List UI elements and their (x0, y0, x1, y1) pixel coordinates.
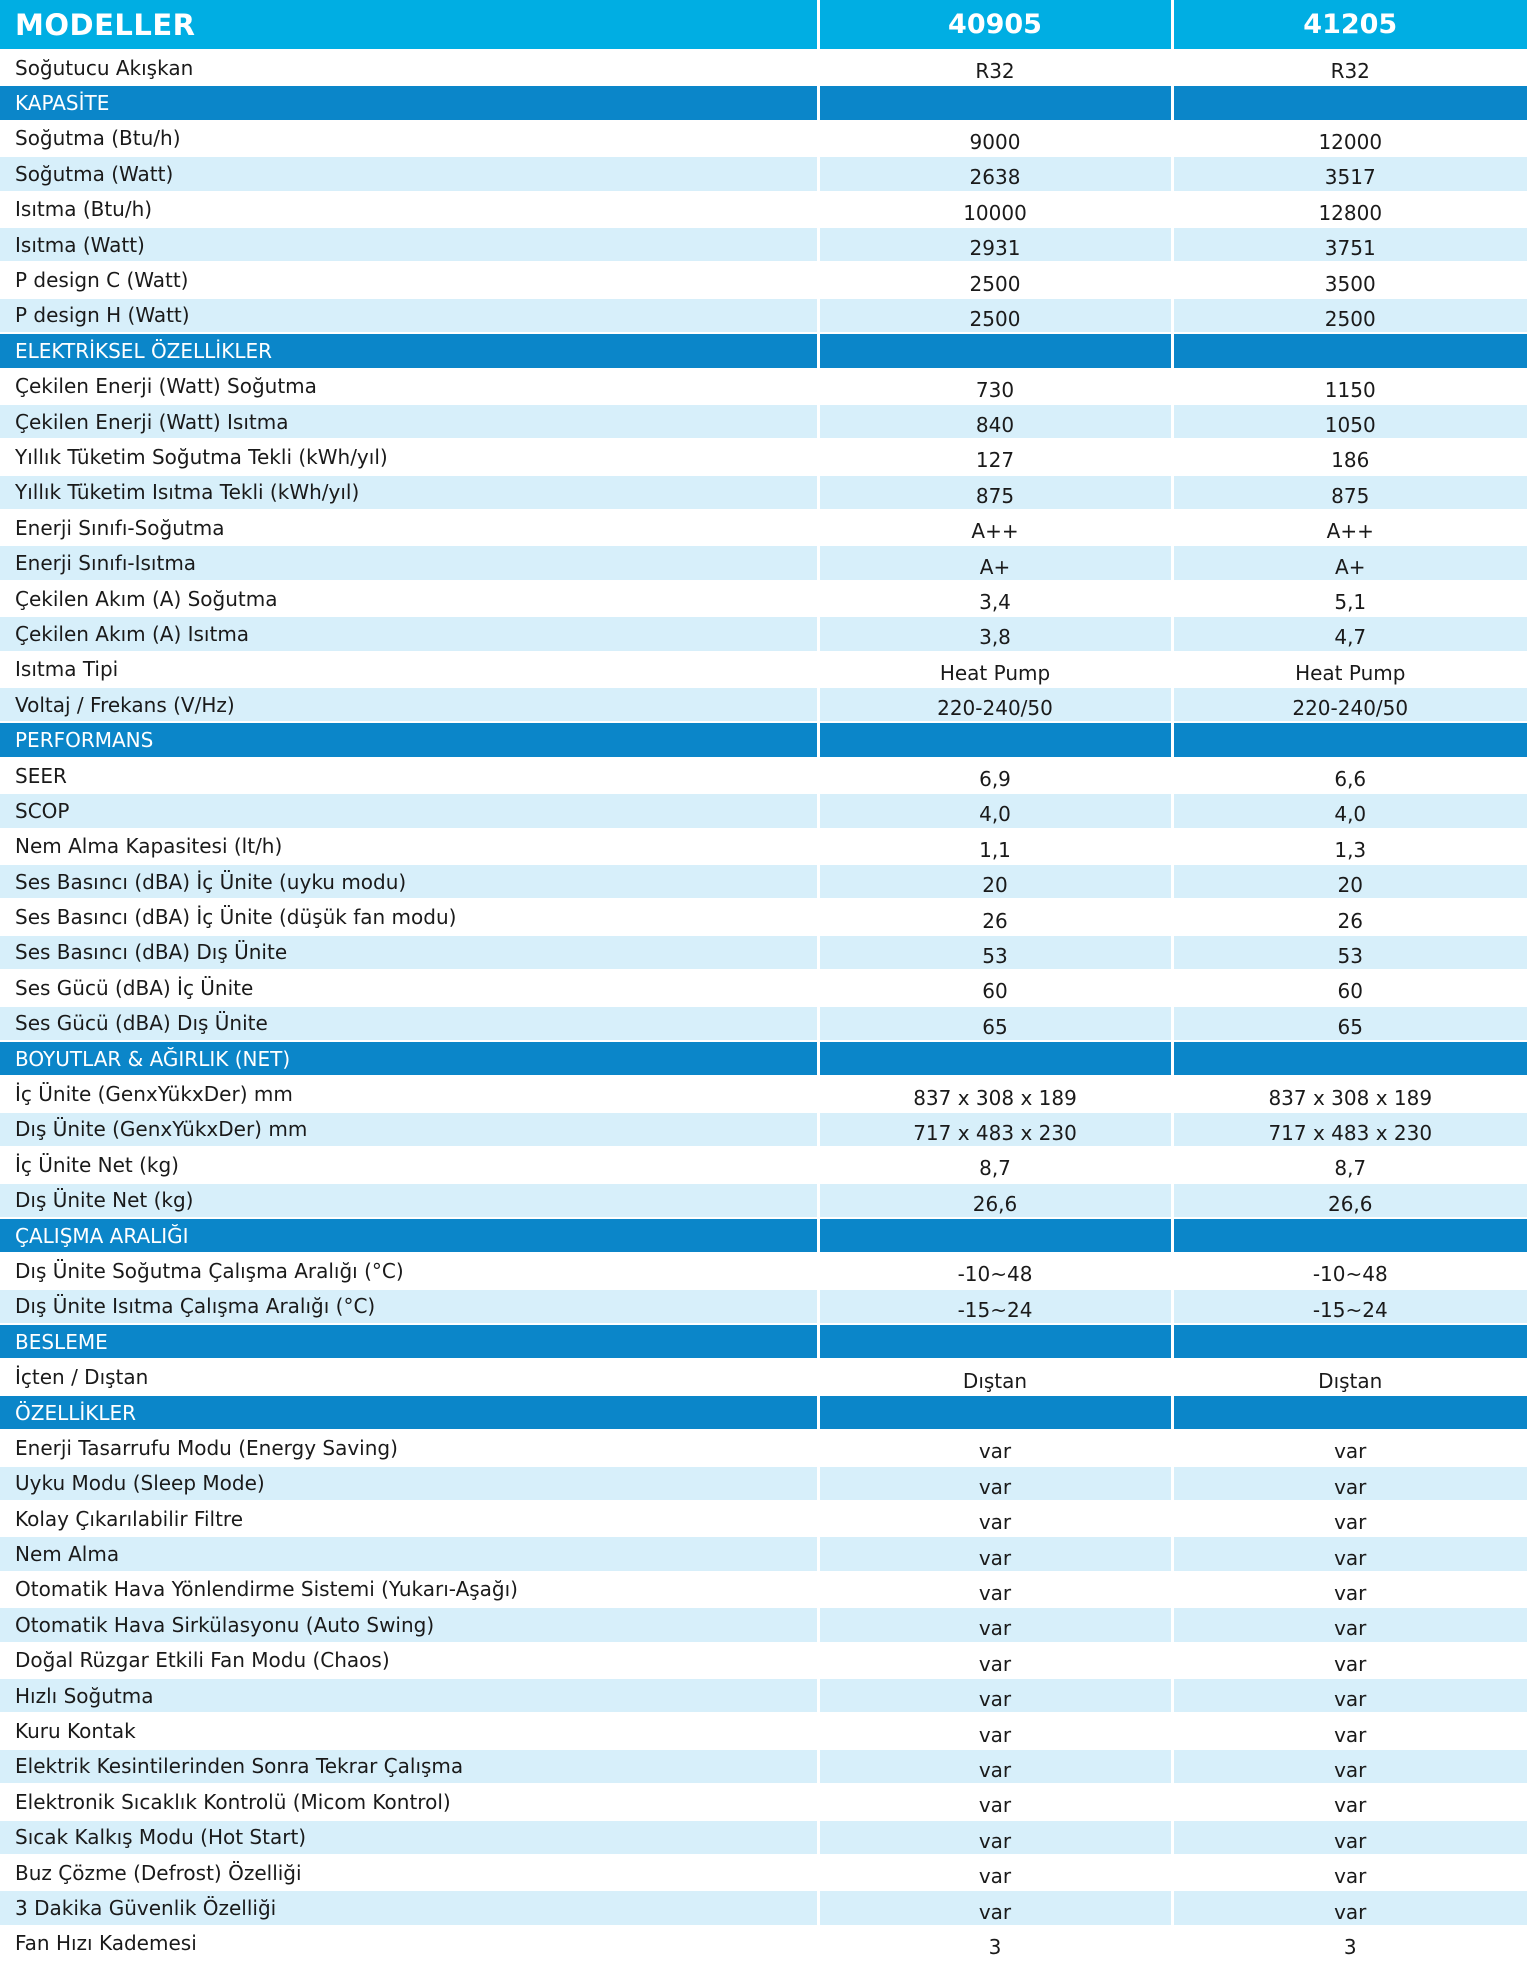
spec-label: Çekilen Akım (A) Isıtma (0, 616, 818, 651)
spec-value-model-2: Dıştan (1172, 1359, 1527, 1394)
spec-value-model-2: 186 (1172, 439, 1527, 474)
spec-label: İç Ünite Net (kg) (0, 1147, 818, 1182)
section-filler-cell (1172, 333, 1527, 368)
spec-value-model-2: 65 (1172, 1006, 1527, 1041)
section-filler-cell (1172, 1324, 1527, 1359)
spec-value-model-1: var (818, 1430, 1172, 1465)
section-filler-cell (1172, 85, 1527, 120)
spec-label: Otomatik Hava Yönlendirme Sistemi (Yukarı-Aşağı) (0, 1572, 818, 1607)
spec-value-model-2: var (1172, 1855, 1527, 1890)
spec-value-model-1: 65 (818, 1006, 1172, 1041)
section-title: ELEKTRİKSEL ÖZELLİKLER (0, 333, 818, 368)
spec-value-model-2: 875 (1172, 475, 1527, 510)
table-header-row (0, 0, 1527, 50)
spec-value-model-2: var (1172, 1430, 1527, 1465)
section-filler-cell (818, 722, 1172, 757)
spec-value-model-2: 3751 (1172, 227, 1527, 262)
spec-value-model-1: var (818, 1678, 1172, 1713)
spec-label: Ses Gücü (dBA) Dış Ünite (0, 1006, 818, 1041)
table-row (0, 1926, 1527, 1961)
table-row (0, 510, 1527, 545)
section-title: ÖZELLİKLER (0, 1395, 818, 1430)
section-title: ÇALIŞMA ARALIĞI (0, 1218, 818, 1253)
section-filler-cell (1172, 1218, 1527, 1253)
spec-label: Dış Ünite (GenxYükxDer) mm (0, 1112, 818, 1147)
spec-value-model-2: 1,3 (1172, 829, 1527, 864)
spec-value-model-2: R32 (1172, 50, 1527, 85)
table-row (0, 1855, 1527, 1890)
table-row (0, 404, 1527, 439)
spec-label: SEER (0, 758, 818, 793)
spec-value-model-1: 127 (818, 439, 1172, 474)
section-title: BOYUTLAR & AĞIRLIK (NET) (0, 1041, 818, 1076)
spec-label: Çekilen Akım (A) Soğutma (0, 581, 818, 616)
spec-value-model-1: var (818, 1784, 1172, 1819)
table-row (0, 1430, 1527, 1465)
spec-value-model-2: 53 (1172, 935, 1527, 970)
spec-label: Nem Alma Kapasitesi (lt/h) (0, 829, 818, 864)
spec-value-model-2: var (1172, 1713, 1527, 1748)
spec-value-model-2: 4,0 (1172, 793, 1527, 828)
spec-label: Dış Ünite Soğutma Çalışma Aralığı (°C) (0, 1253, 818, 1288)
spec-label: Elektronik Sıcaklık Kontrolü (Micom Kontrol) (0, 1784, 818, 1819)
table-row (0, 1607, 1527, 1642)
table-row (0, 1289, 1527, 1324)
spec-value-model-1: A++ (818, 510, 1172, 545)
spec-value-model-1: var (818, 1713, 1172, 1748)
model-header-2: 41205 (1172, 0, 1527, 50)
spec-value-model-1: -15~24 (818, 1289, 1172, 1324)
spec-label: Isıtma Tipi (0, 652, 818, 687)
spec-value-model-1: var (818, 1536, 1172, 1571)
spec-value-model-2: var (1172, 1784, 1527, 1819)
spec-value-model-2: A+ (1172, 545, 1527, 580)
spec-value-model-1: 6,9 (818, 758, 1172, 793)
spec-label: 3 Dakika Güvenlik Özelliği (0, 1890, 818, 1925)
spec-label: Enerji Tasarrufu Modu (Energy Saving) (0, 1430, 818, 1465)
spec-label: Soğutucu Akışkan (0, 50, 818, 85)
spec-value-model-2: var (1172, 1572, 1527, 1607)
spec-value-model-1: 837 x 308 x 189 (818, 1076, 1172, 1111)
spec-value-model-2: var (1172, 1749, 1527, 1784)
spec-value-model-1: 8,7 (818, 1147, 1172, 1182)
table-row (0, 1678, 1527, 1713)
spec-value-model-1: var (818, 1466, 1172, 1501)
spec-value-model-2: 1050 (1172, 404, 1527, 439)
spec-label: Kuru Kontak (0, 1713, 818, 1748)
spec-label: Çekilen Enerji (Watt) Isıtma (0, 404, 818, 439)
spec-value-model-1: 1,1 (818, 829, 1172, 864)
spec-value-model-1: R32 (818, 50, 1172, 85)
table-row (0, 1713, 1527, 1748)
spec-value-model-2: A++ (1172, 510, 1527, 545)
spec-value-model-2: 4,7 (1172, 616, 1527, 651)
table-row (0, 1749, 1527, 1784)
spec-value-model-2: var (1172, 1643, 1527, 1678)
section-header-row (0, 1218, 1527, 1253)
spec-label: Isıtma (Btu/h) (0, 192, 818, 227)
spec-value-model-1: 26 (818, 899, 1172, 934)
model-header-1: 40905 (818, 0, 1172, 50)
spec-label: Sıcak Kalkış Modu (Hot Start) (0, 1820, 818, 1855)
spec-label: P design H (Watt) (0, 298, 818, 333)
spec-value-model-1: var (818, 1890, 1172, 1925)
table-row (0, 192, 1527, 227)
spec-label: Voltaj / Frekans (V/Hz) (0, 687, 818, 722)
spec-value-model-2: 3517 (1172, 156, 1527, 191)
spec-value-model-1: 2500 (818, 262, 1172, 297)
section-filler-cell (1172, 722, 1527, 757)
table-row (0, 475, 1527, 510)
section-filler-cell (818, 1395, 1172, 1430)
spec-value-model-1: 3,8 (818, 616, 1172, 651)
spec-value-model-1: 730 (818, 369, 1172, 404)
table-row (0, 227, 1527, 262)
section-filler-cell (818, 333, 1172, 368)
spec-label: Enerji Sınıfı-Soğutma (0, 510, 818, 545)
table-row (0, 1890, 1527, 1925)
spec-value-model-1: 10000 (818, 192, 1172, 227)
spec-value-model-1: 4,0 (818, 793, 1172, 828)
table-row (0, 1006, 1527, 1041)
spec-label: P design C (Watt) (0, 262, 818, 297)
spec-value-model-1: Heat Pump (818, 652, 1172, 687)
spec-value-model-1: 717 x 483 x 230 (818, 1112, 1172, 1147)
spec-label: Fan Hızı Kademesi (0, 1926, 818, 1961)
spec-value-model-1: var (818, 1820, 1172, 1855)
spec-label: Uyku Modu (Sleep Mode) (0, 1466, 818, 1501)
table-row (0, 829, 1527, 864)
section-filler-cell (1172, 1395, 1527, 1430)
section-filler-cell (818, 85, 1172, 120)
table-row (0, 1643, 1527, 1678)
spec-label: Ses Basıncı (dBA) İç Ünite (düşük fan modu) (0, 899, 818, 934)
spec-label: SCOP (0, 793, 818, 828)
spec-value-model-1: var (818, 1855, 1172, 1890)
table-row (0, 545, 1527, 580)
table-row (0, 439, 1527, 474)
spec-value-model-2: 12800 (1172, 192, 1527, 227)
spec-label: Dış Ünite Net (kg) (0, 1183, 818, 1218)
spec-value-model-2: 12000 (1172, 121, 1527, 156)
spec-value-model-1: 3,4 (818, 581, 1172, 616)
spec-label: Soğutma (Watt) (0, 156, 818, 191)
spec-value-model-2: var (1172, 1607, 1527, 1642)
table-row (0, 935, 1527, 970)
spec-value-model-1: var (818, 1501, 1172, 1536)
spec-value-model-1: 220-240/50 (818, 687, 1172, 722)
spec-value-model-2: 20 (1172, 864, 1527, 899)
spec-value-model-2: 3500 (1172, 262, 1527, 297)
section-filler-cell (1172, 1041, 1527, 1076)
spec-value-model-2: 3 (1172, 1926, 1527, 1961)
spec-value-model-2: var (1172, 1536, 1527, 1571)
spec-value-model-2: 5,1 (1172, 581, 1527, 616)
section-header-row (0, 722, 1527, 757)
table-row (0, 758, 1527, 793)
spec-value-model-1: 9000 (818, 121, 1172, 156)
spec-value-model-2: var (1172, 1501, 1527, 1536)
spec-value-model-1: 53 (818, 935, 1172, 970)
spec-value-model-2: 26,6 (1172, 1183, 1527, 1218)
table-row (0, 581, 1527, 616)
table-row (0, 298, 1527, 333)
section-header-row (0, 85, 1527, 120)
table-row (0, 864, 1527, 899)
spec-value-model-2: -15~24 (1172, 1289, 1527, 1324)
section-header-row (0, 333, 1527, 368)
spec-label: Enerji Sınıfı-Isıtma (0, 545, 818, 580)
table-row (0, 970, 1527, 1005)
spec-value-model-1: 60 (818, 970, 1172, 1005)
spec-value-model-2: 837 x 308 x 189 (1172, 1076, 1527, 1111)
spec-label: Dış Ünite Isıtma Çalışma Aralığı (°C) (0, 1289, 818, 1324)
spec-value-model-2: 26 (1172, 899, 1527, 934)
table-row (0, 899, 1527, 934)
table-row (0, 156, 1527, 191)
spec-value-model-2: 60 (1172, 970, 1527, 1005)
spec-value-model-1: var (818, 1643, 1172, 1678)
table-row (0, 616, 1527, 651)
table-row (0, 1183, 1527, 1218)
table-row (0, 1253, 1527, 1288)
section-title: PERFORMANS (0, 722, 818, 757)
spec-value-model-2: var (1172, 1820, 1527, 1855)
spec-value-model-2: 8,7 (1172, 1147, 1527, 1182)
table-row (0, 1147, 1527, 1182)
table-row (0, 1820, 1527, 1855)
spec-value-model-1: Dıştan (818, 1359, 1172, 1394)
spec-label: Elektrik Kesintilerinden Sonra Tekrar Çalışma (0, 1749, 818, 1784)
spec-value-model-2: 1150 (1172, 369, 1527, 404)
table-row (0, 652, 1527, 687)
spec-label: Yıllık Tüketim Soğutma Tekli (kWh/yıl) (0, 439, 818, 474)
table-row (0, 687, 1527, 722)
spec-label: Yıllık Tüketim Isıtma Tekli (kWh/yıl) (0, 475, 818, 510)
spec-label: İç Ünite (GenxYükxDer) mm (0, 1076, 818, 1111)
table-row (0, 1466, 1527, 1501)
spec-value-model-2: var (1172, 1890, 1527, 1925)
table-row (0, 262, 1527, 297)
section-title: BESLEME (0, 1324, 818, 1359)
spec-label: Nem Alma (0, 1536, 818, 1571)
spec-label: Otomatik Hava Sirkülasyonu (Auto Swing) (0, 1607, 818, 1642)
spec-value-model-1: var (818, 1572, 1172, 1607)
section-header-row (0, 1324, 1527, 1359)
spec-label: Isıtma (Watt) (0, 227, 818, 262)
spec-value-model-1: 2931 (818, 227, 1172, 262)
spec-value-model-2: 220-240/50 (1172, 687, 1527, 722)
spec-value-model-1: -10~48 (818, 1253, 1172, 1288)
spec-value-model-1: 2638 (818, 156, 1172, 191)
spec-label: İçten / Dıştan (0, 1359, 818, 1394)
spec-label: Hızlı Soğutma (0, 1678, 818, 1713)
section-filler-cell (818, 1041, 1172, 1076)
spec-label: Buz Çözme (Defrost) Özelliği (0, 1855, 818, 1890)
spec-value-model-1: 3 (818, 1926, 1172, 1961)
table-row (0, 1112, 1527, 1147)
table-row (0, 1076, 1527, 1111)
section-title: KAPASİTE (0, 85, 818, 120)
section-filler-cell (818, 1218, 1172, 1253)
spec-value-model-2: var (1172, 1678, 1527, 1713)
spec-value-model-1: A+ (818, 545, 1172, 580)
spec-value-model-1: var (818, 1607, 1172, 1642)
table-row (0, 1572, 1527, 1607)
table-row (0, 1501, 1527, 1536)
table-row (0, 50, 1527, 85)
spec-value-model-1: 875 (818, 475, 1172, 510)
table-row (0, 1784, 1527, 1819)
spec-value-model-2: 717 x 483 x 230 (1172, 1112, 1527, 1147)
spec-label: Ses Gücü (dBA) İç Ünite (0, 970, 818, 1005)
spec-label: Doğal Rüzgar Etkili Fan Modu (Chaos) (0, 1643, 818, 1678)
section-filler-cell (818, 1324, 1172, 1359)
spec-label: Ses Basıncı (dBA) Dış Ünite (0, 935, 818, 970)
spec-value-model-2: 6,6 (1172, 758, 1527, 793)
table-row (0, 1359, 1527, 1394)
spec-value-model-2: Heat Pump (1172, 652, 1527, 687)
spec-value-model-2: var (1172, 1466, 1527, 1501)
spec-value-model-2: -10~48 (1172, 1253, 1527, 1288)
spec-value-model-1: 20 (818, 864, 1172, 899)
spec-value-model-1: var (818, 1749, 1172, 1784)
spec-value-model-1: 26,6 (818, 1183, 1172, 1218)
spec-value-model-1: 840 (818, 404, 1172, 439)
table-row (0, 369, 1527, 404)
spec-label: Çekilen Enerji (Watt) Soğutma (0, 369, 818, 404)
models-header-label: MODELLER (0, 0, 818, 50)
section-header-row (0, 1395, 1527, 1430)
table-row (0, 793, 1527, 828)
section-header-row (0, 1041, 1527, 1076)
table-row (0, 1536, 1527, 1571)
spec-label: Ses Basıncı (dBA) İç Ünite (uyku modu) (0, 864, 818, 899)
table-row (0, 121, 1527, 156)
spec-label: Soğutma (Btu/h) (0, 121, 818, 156)
spec-value-model-2: 2500 (1172, 298, 1527, 333)
spec-value-model-1: 2500 (818, 298, 1172, 333)
spec-label: Kolay Çıkarılabilir Filtre (0, 1501, 818, 1536)
